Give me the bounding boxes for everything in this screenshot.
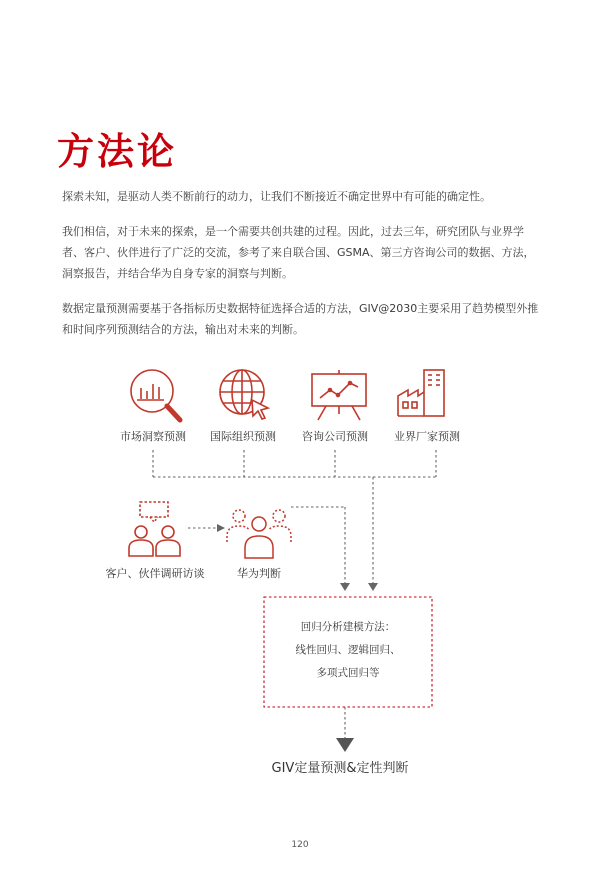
people-discussion-icon — [124, 500, 186, 560]
people-group-icon — [225, 502, 293, 560]
result-label: GIV定量预测&定性判断 — [271, 761, 409, 776]
arrow-head-left — [340, 583, 350, 591]
method-paragraph: 数据定量预测需要基于各指标历史数据特征选择合适的方法，GIV@2030主要采用了趋势模型外推和时间序列预测结合的方法，输出对未来的判断。 — [62, 302, 539, 336]
arrow-head-right — [368, 583, 378, 591]
source-label-consulting: 咨询公司预测 — [302, 430, 368, 443]
arrow-head-interview — [217, 524, 225, 532]
method-box-line2: 线性回归、逻辑回归、 — [295, 644, 401, 656]
intro-paragraph: 探索未知，是驱动人类不断前行的动力，让我们不断接近不确定世界中有可能的确定性。 — [62, 190, 491, 203]
arrow-head-result — [336, 738, 354, 752]
method-box-line3: 多项式回归等 — [316, 667, 380, 679]
huawei-judgment-label: 华为判断 — [237, 567, 281, 580]
page-number: 120 — [291, 840, 309, 850]
interview-label: 客户、伙伴调研访谈 — [105, 567, 205, 580]
page-title: 方法论 — [57, 130, 177, 173]
source-label-industry: 业界厂家预测 — [394, 430, 460, 443]
source-label-market: 市场洞察预测 — [120, 430, 186, 443]
source-label-intl-org: 国际组织预测 — [210, 430, 276, 443]
method-box-line1: 回归分析建模方法： — [300, 621, 396, 633]
approach-paragraph: 我们相信，对于未来的探索，是一个需要共创共建的过程。因此，过去三年，研究团队与业界学者、客户、伙伴进行了广泛的交流，参考了来自联合国、GSMA、第三方咨询公司的数据、方法，洞察报告，并结合华为自身专家的洞察与判断。 — [62, 225, 535, 280]
